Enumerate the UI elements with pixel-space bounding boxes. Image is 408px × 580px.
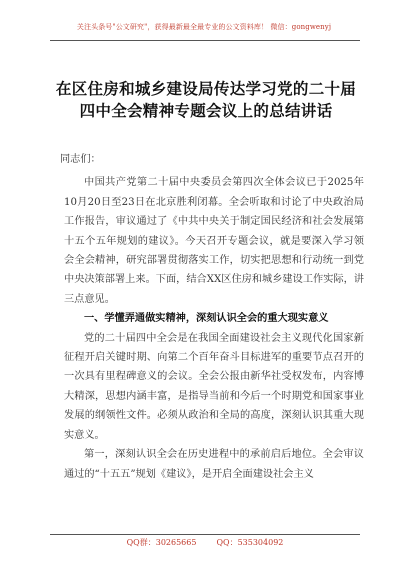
salutation: 同志们：	[60, 154, 101, 165]
header-notice: 关注头条号"公文研究"，获得最新最全最专业的公文资料库！ 微信：gongwenyj	[76, 23, 332, 31]
section-heading: 一、学懂弄通做实精神，深刻认识全会的重大现实意义	[84, 312, 329, 325]
qq-number: QQ：535304092	[216, 538, 284, 547]
header-divider	[50, 40, 360, 41]
document-title: 在区住房和城乡建设局传达学习党的二十届四中全会精神专题会议上的总结讲话	[55, 79, 357, 120]
qq-group-number: QQ群：30265665	[126, 538, 197, 547]
footer-divider	[50, 534, 360, 535]
section-paragraph: 第一，深刻认识全会在历史进程中的承前启后地位。全会审议通过的“十五五”规划《建议》，是开启全面建设社会主义	[64, 449, 364, 480]
document-body	[60, 150, 364, 484]
intro-paragraph: 中国共产党第二十届中央委员会第四次全体会议已于2025年10月20日至23日在北京胜利闭幕。全会听取和讨论了中央政治局工作报告，审议通过了《中共中央关于制定国民经济和社会发展第十五个五年规划的建议》。今天召开专题会议，就是要深入学习领会全会精神，研究部署贯彻落实工作，切实把思想和行动统一到党中央决策部署上来。下面，结合XX区住房和城乡建设工作实际，讲三点意见。	[64, 177, 364, 305]
footer-contact	[50, 537, 360, 548]
section-paragraph: 党的二十届四中全会是在我国全面建设社会主义现代化国家新征程开启关键时期、向第二个百年奋斗目标进军的重要节点召开的一次具有里程碑意义的会议。全会公报由新华社受权发布，内容博大精深，思想内涵丰富，是指导当前和今后一个时期党和国家事业发展的纲领性文件。必须从政治和全局的高度，深刻认识其重大现实意义。	[64, 332, 364, 441]
